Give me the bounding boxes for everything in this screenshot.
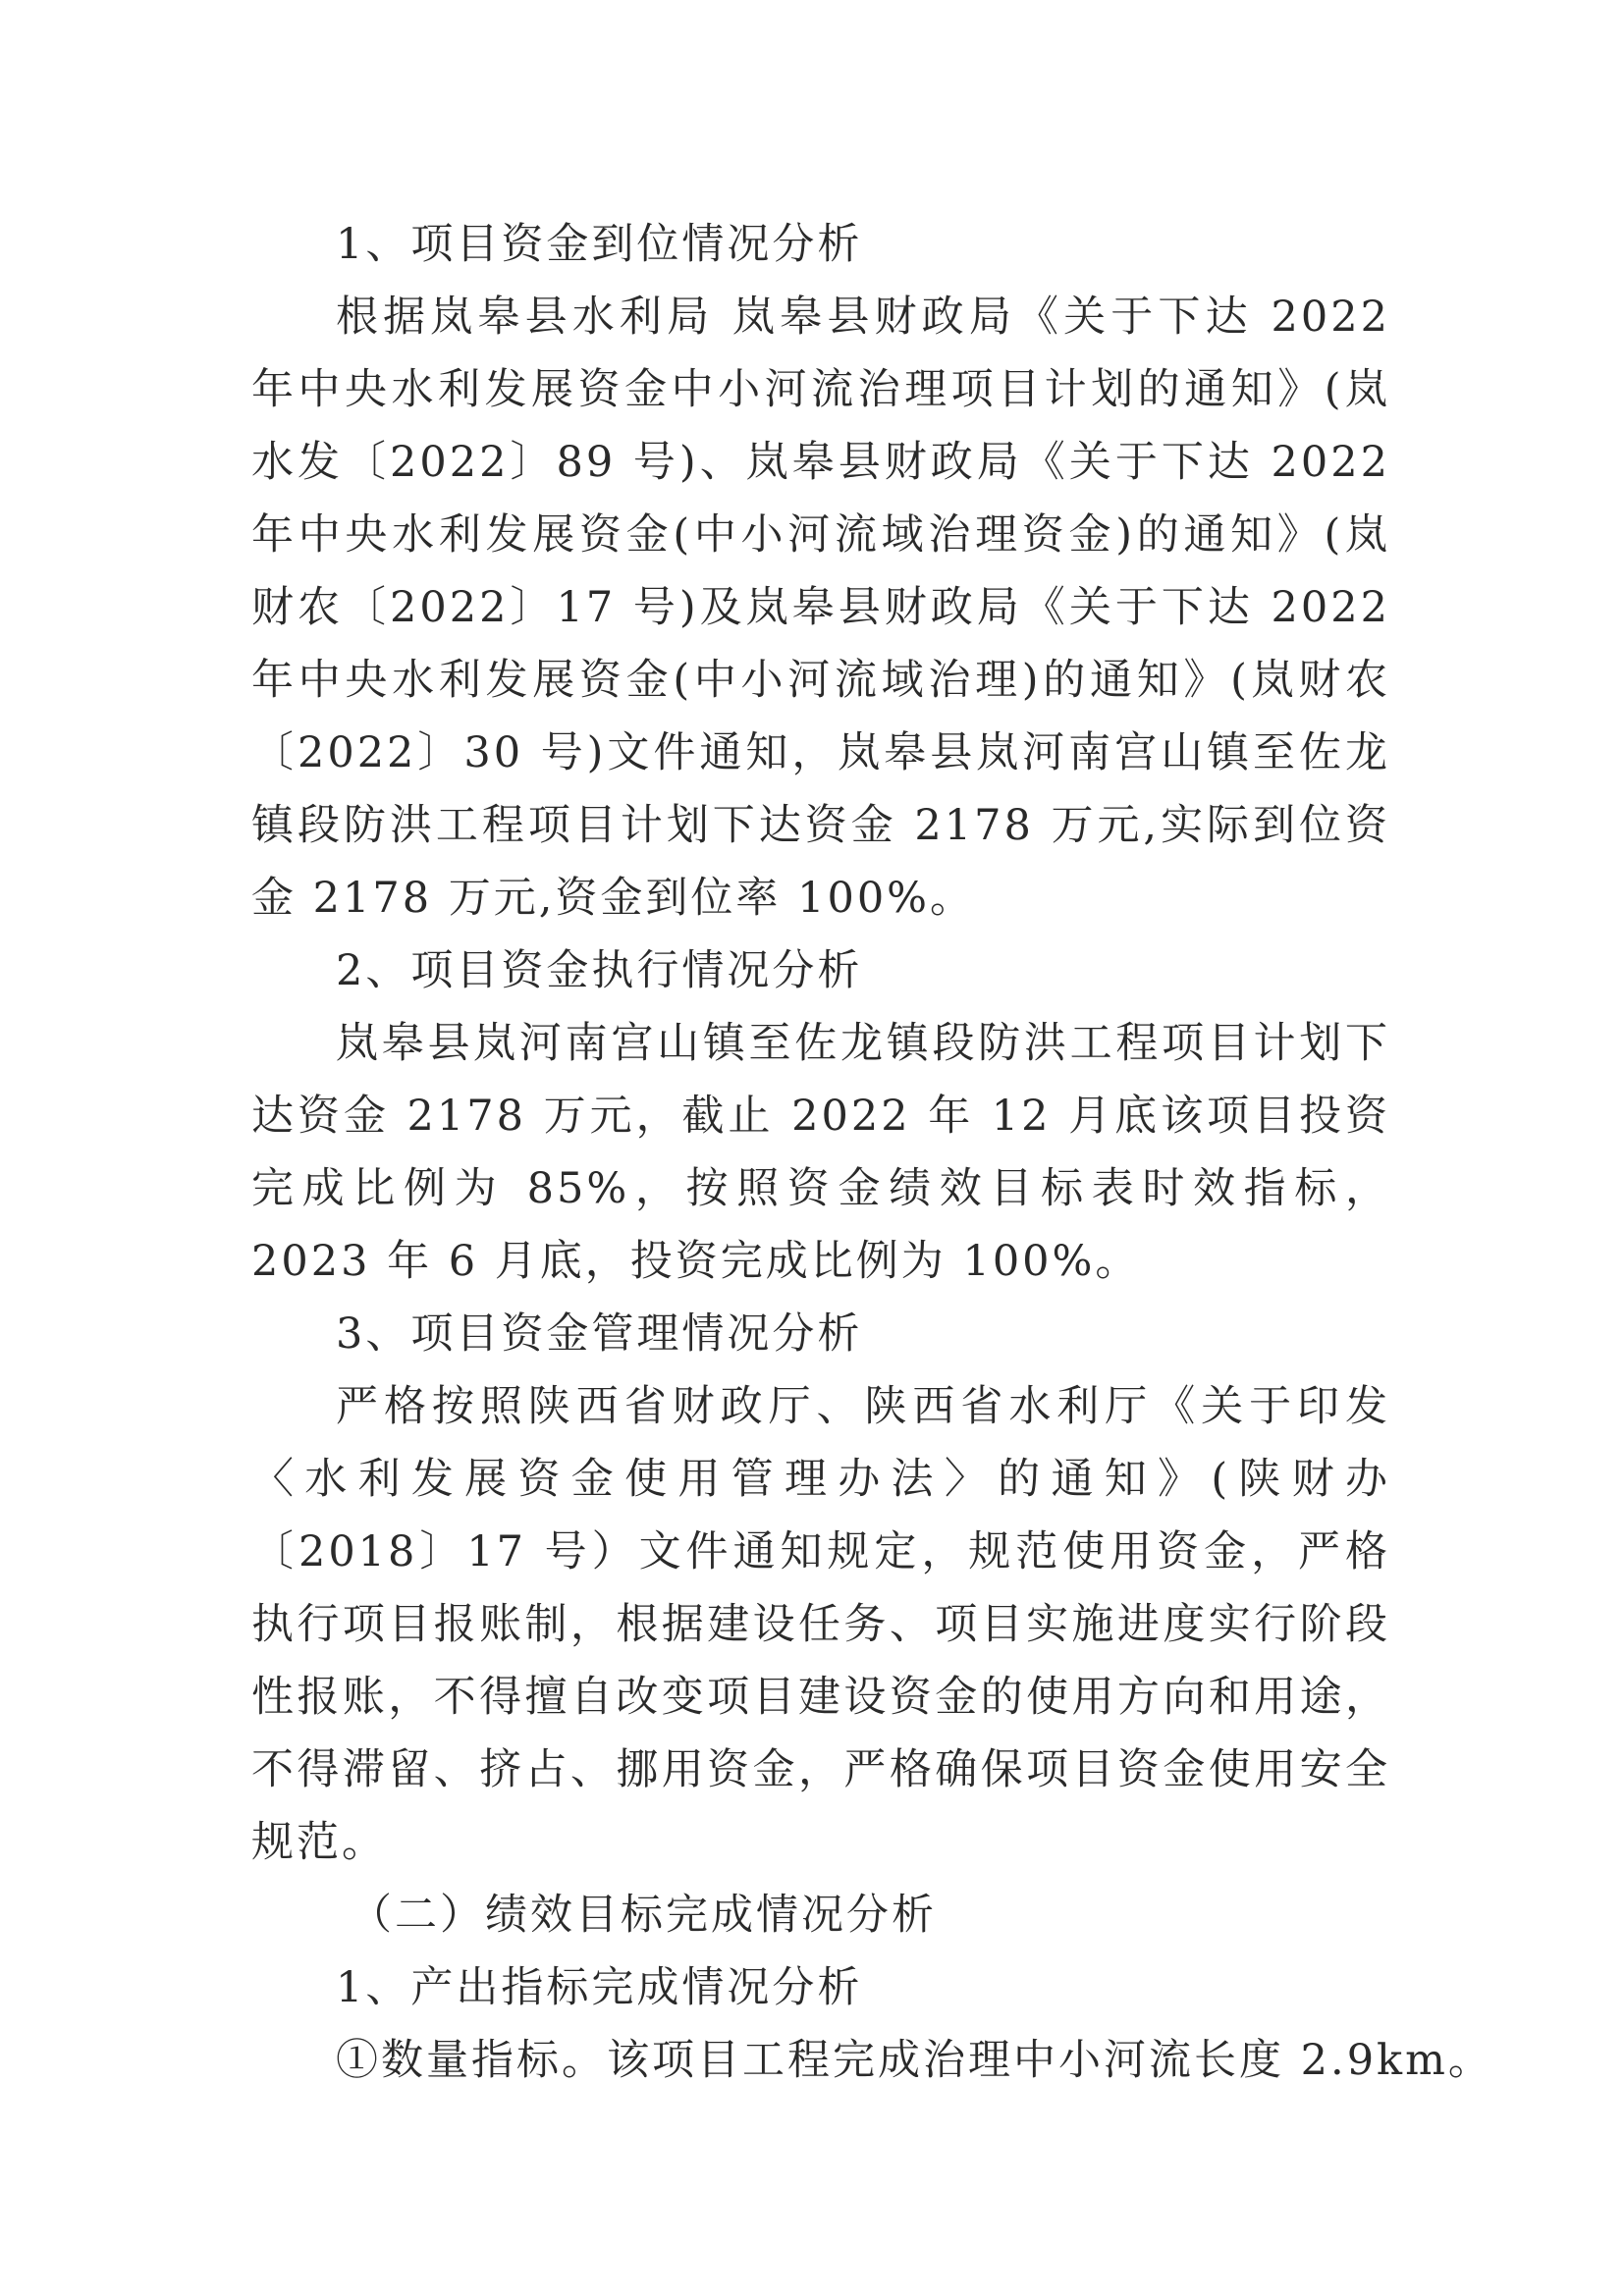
paragraph-fund-management: 严格按照陕西省财政厅、陕西省水利厅《关于印发〈水利发展资金使用管理办法〉的通知》(陕财办〔2018〕17 号）文件通知规定，规范使用资金，严格执行项目报账制，根据建设任务、项目实施进度实行阶段性报账，不得擅自改变项目建设资金的使用方向和用途，不得滞留、挤占、挪用资金，严格确保项目资金使用安全规范。 (251, 1382, 1390, 1867)
section-heading-output-indicators: 1、产出指标完成情况分析 (336, 1963, 863, 2012)
paragraph-fund-execution: 岚皋县岚河南宫山镇至佐龙镇段防洪工程项目计划下达资金 2178 万元，截止 2022 年 12 月底该项目投资完成比例为 85%，按照资金绩效目标表时效指标，2023 年 6 月底，投资完成比例为 100%。 (251, 1019, 1390, 1286)
paragraph-fund-arrival: 根据岚皋县水利局 岚皋县财政局《关于下达 2022 年中央水利发展资金中小河流治理项目计划的通知》(岚水发〔2022〕89 号)、岚皋县财政局《关于下达 2022 年中央水利发展资金(中小河流域治理资金)的通知》(岚财农〔2022〕17 号)及岚皋县财政局《关于下达 2022 年中央水利发展资金(中小河流域治理)的通知》(岚财农〔2022〕30 号)文件通知，岚皋县岚河南宫山镇至佐龙镇段防洪工程项目计划下达资金 2178 万元,实际到位资金 2178 万元,资金到位率 100%。 (251, 293, 1390, 923)
part-heading-performance-goals: （二）绩效目标完成情况分析 (350, 1891, 937, 1940)
section-heading-fund-management: 3、项目资金管理情况分析 (336, 1309, 863, 1359)
document-body (251, 208, 1493, 2097)
section-heading-fund-arrival: 1、项目资金到位情况分析 (336, 220, 863, 269)
section-heading-fund-execution: 2、项目资金执行情况分析 (336, 946, 863, 995)
paragraph-quantity-indicator: ①数量指标。该项目工程完成治理中小河流长度 2.9km。 (336, 2036, 1493, 2085)
